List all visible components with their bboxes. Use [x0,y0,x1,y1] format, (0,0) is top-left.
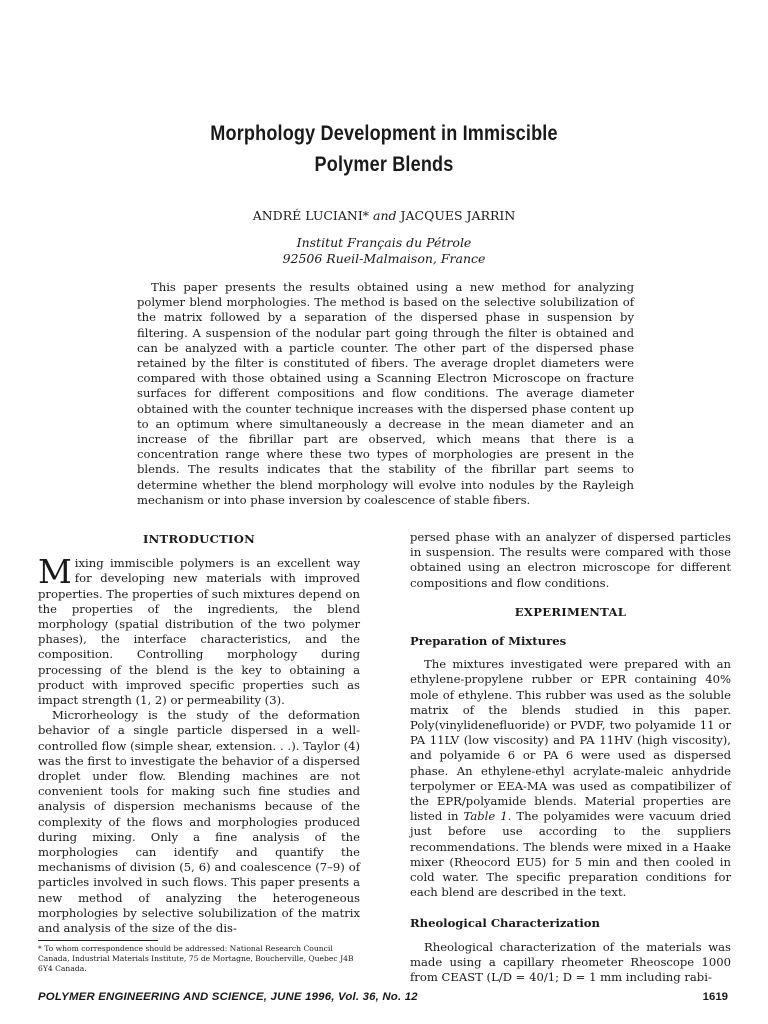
introduction-heading: INTRODUCTION [142,532,256,546]
rheological-paragraph: Rheological characterization of the materials was made using a capillary rheometer Rheoscope 1000 from CEAST (L/D = 40/1; D = 1 mm including rabi- [410,939,731,985]
journal-footer: POLYMER ENGINEERING AND SCIENCE, JUNE 1996, Vol. 36, No. 12 [38,991,418,1003]
title-line-1: Morphology Development in Immiscible [210,122,558,145]
title-line-2: Polymer Blends [314,153,454,176]
left-column [38,532,360,936]
introduction-paragraph-2-continued: persed phase with an analyzer of dispersed particles in suspension. The results were compared with those obtained using an electron microscope for different compositions and flow conditions. [410,530,731,590]
experimental-heading: EXPERIMENTAL [514,604,627,619]
drop-cap: M [38,552,72,592]
preparation-text-a: The mixtures investigated were prepared with an ethylene-propylene rubber or EPR containing 40% mole of ethylene. This rubber was used as the soluble matrix of the blends studied in this paper. Poly(vinylidenefluoride) or PVDF, two polyamide 11 or PA 11LV (low viscosity) and PA 11HV (high viscosity), and polyamide 6 or PA 6 were used as dispersed phase. An ethylene-ethyl acrylate-maleic anhydride terpolymer or EEA-MA was used as compatibilizer of the EPR/polyamide blends. Material properties are listed in [410,657,731,824]
author-line [0,208,768,223]
page-number: 1619 [702,991,728,1003]
author-conjunction: and [373,208,397,223]
introduction-paragraph-1-text: ixing immiscible polymers is an excellent way for developing new materials with improved properties. The properties of such mixtures depend on the properties of the ingredients, the blend morphology (spatial distribution of the two polymer phases), the interface characteristics, and the composition. Controlling morphology during processing of the blend is the key to obtaining a product with improved specific properties such as impact strength (1, 2) or permeability (3). [38,556,360,708]
affiliation-line-2: 92506 Rueil-Malmaison, France [282,251,486,266]
subheading-preparation: Preparation of Mixtures [410,634,567,649]
footnote: * To whom correspondence should be addressed: National Research Council Canada, Industrial Materials Institute, 75 de Mortagne, Boucherville, Quebec J4B 6Y4 Canada. [38,944,354,973]
affiliation-line-1: Institut Français du Pétrole [296,235,472,250]
paper-title [54,118,714,180]
right-column [410,530,731,985]
author-2: JACQUES JARRIN [400,208,516,223]
affiliation [0,235,768,267]
preparation-text-b: . The polyamides were vacuum dried just before use according to the suppliers recommendations. The blends were mixed in a Haake mixer (Rheocord EU5) for 5 min and then cooled in cold water. The specific preparation conditions for each blend are described in the text. [410,809,731,900]
abstract: This paper presents the results obtained using a new method for analyzing polymer blend morphologies. The method is based on the selective solubilization of the matrix followed by a separation of the dispersed phase in suspension by filtering. A suspension of the nodular part going through the filter is obtained and can be analyzed with a particle counter. The other part of the dispersed phase retained by the filter is constituted of fibers. The average droplet diameters were compared with those obtained using a Scanning Electron Microscope on fracture surfaces for different compositions and flow conditions. The average diameter obtained with the counter technique increases with the dispersed phase content up to an optimum where simultaneously a decrease in the mean diameter and an increase of the fibrillar part are observed, which means that there is a concentration range where these two types of morphologies are present in the blends. The results indicates that the stability of the fibrillar part seems to determine whether the blend morphology will evolve into nodules by the Rayleigh mechanism or into phase inversion by coalescence of stable fibers. [137,280,634,507]
introduction-paragraph-2: Microrheology is the study of the deformation behavior of a single particle dispersed in a well-controlled flow (simple shear, extension. . .). Taylor (4) was the first to investigate the behavior of a dispersed droplet under flow. Blending machines are not convenient tools for making such fine studies and analysis of dispersion mechanisms because of the complexity of the flows and morphologies produced during mixing. Only a fine analysis of the morphologies can identify and quantify the mechanisms of division (5, 6) and coalescence (7–9) of particles involved in such flows. This paper presents a new method of analyzing the heterogeneous morphologies by selective solubilization of the matrix and analysis of the size of the dis- [38,708,360,936]
table-reference: Table 1 [463,809,508,824]
footnote-rule [38,940,158,941]
preparation-paragraph [410,657,731,900]
author-1: ANDRÉ LUCIANI* [252,208,370,223]
subheading-rheological: Rheological Characterization [410,916,600,931]
introduction-paragraph-1 [38,552,360,708]
